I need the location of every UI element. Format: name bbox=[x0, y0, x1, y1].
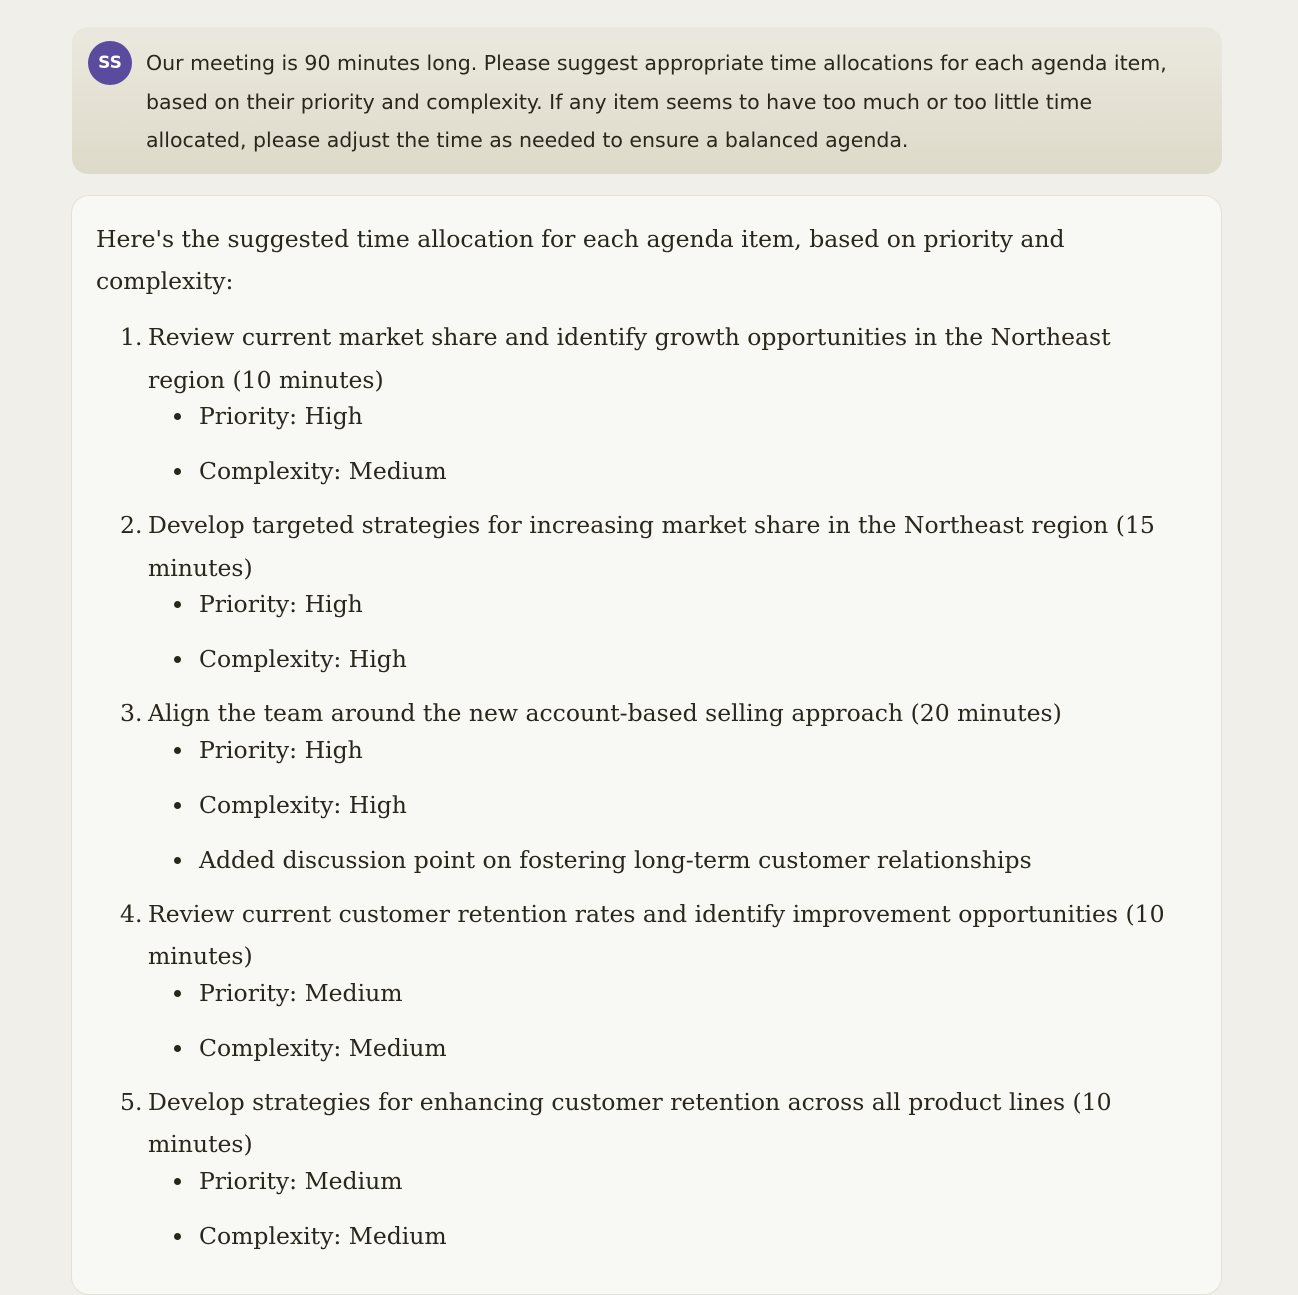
item-details bbox=[148, 1159, 1179, 1259]
item-details bbox=[148, 394, 1179, 494]
list-item bbox=[119, 893, 1179, 1071]
detail-item: Complexity: Medium bbox=[148, 1026, 1179, 1071]
list-item bbox=[119, 316, 1179, 494]
item-text: Align the team around the new account-based selling approach (20 minutes) bbox=[148, 699, 1062, 727]
detail-item: Priority: High bbox=[148, 728, 1179, 773]
assistant-intro: Here's the suggested time allocation for each agenda item, based on priority and complexity: bbox=[96, 225, 1065, 295]
item-number: 1. bbox=[120, 323, 143, 351]
detail-item: Priority: High bbox=[148, 394, 1179, 439]
user-message bbox=[72, 27, 1222, 174]
detail-item: Complexity: Medium bbox=[148, 449, 1179, 494]
item-text: Review current market share and identify growth opportunities in the Northeast region (10 minutes) bbox=[148, 323, 1111, 394]
detail-item: Added discussion point on fostering long-term customer relationships bbox=[148, 838, 1179, 883]
detail-item: Complexity: Medium bbox=[148, 1214, 1179, 1259]
detail-item: Complexity: High bbox=[148, 637, 1179, 682]
list-item bbox=[119, 1081, 1179, 1259]
detail-item: Priority: Medium bbox=[148, 1159, 1179, 1204]
item-number: 5. bbox=[120, 1087, 143, 1116]
assistant-message bbox=[71, 195, 1222, 1295]
item-number: 3. bbox=[120, 699, 143, 727]
item-details bbox=[148, 971, 1179, 1071]
list-item bbox=[119, 504, 1179, 682]
item-text: Develop strategies for enhancing customer retention across all product lines (10 minutes) bbox=[148, 1087, 1112, 1158]
item-details bbox=[148, 582, 1179, 682]
item-details bbox=[148, 728, 1179, 883]
agenda-list bbox=[119, 316, 1179, 1269]
detail-item: Complexity: High bbox=[148, 783, 1179, 828]
item-number: 2. bbox=[120, 511, 143, 539]
detail-item: Priority: Medium bbox=[148, 971, 1179, 1016]
item-text: Develop targeted strategies for increasing market share in the Northeast region (15 minutes) bbox=[148, 511, 1155, 582]
avatar[interactable]: SS bbox=[88, 41, 132, 85]
list-item bbox=[119, 692, 1179, 883]
detail-item: Priority: High bbox=[148, 582, 1179, 627]
item-text: Review current customer retention rates and identify improvement opportunities (10 minutes) bbox=[148, 899, 1165, 970]
user-message-text: Our meeting is 90 minutes long. Please suggest appropriate time allocations for each agenda item, based on their priority and complexity. If any item seems to have too much or too little time allocated, please adjust the time as needed to ensure a balanced agenda. bbox=[146, 51, 1167, 152]
item-number: 4. bbox=[120, 899, 143, 928]
